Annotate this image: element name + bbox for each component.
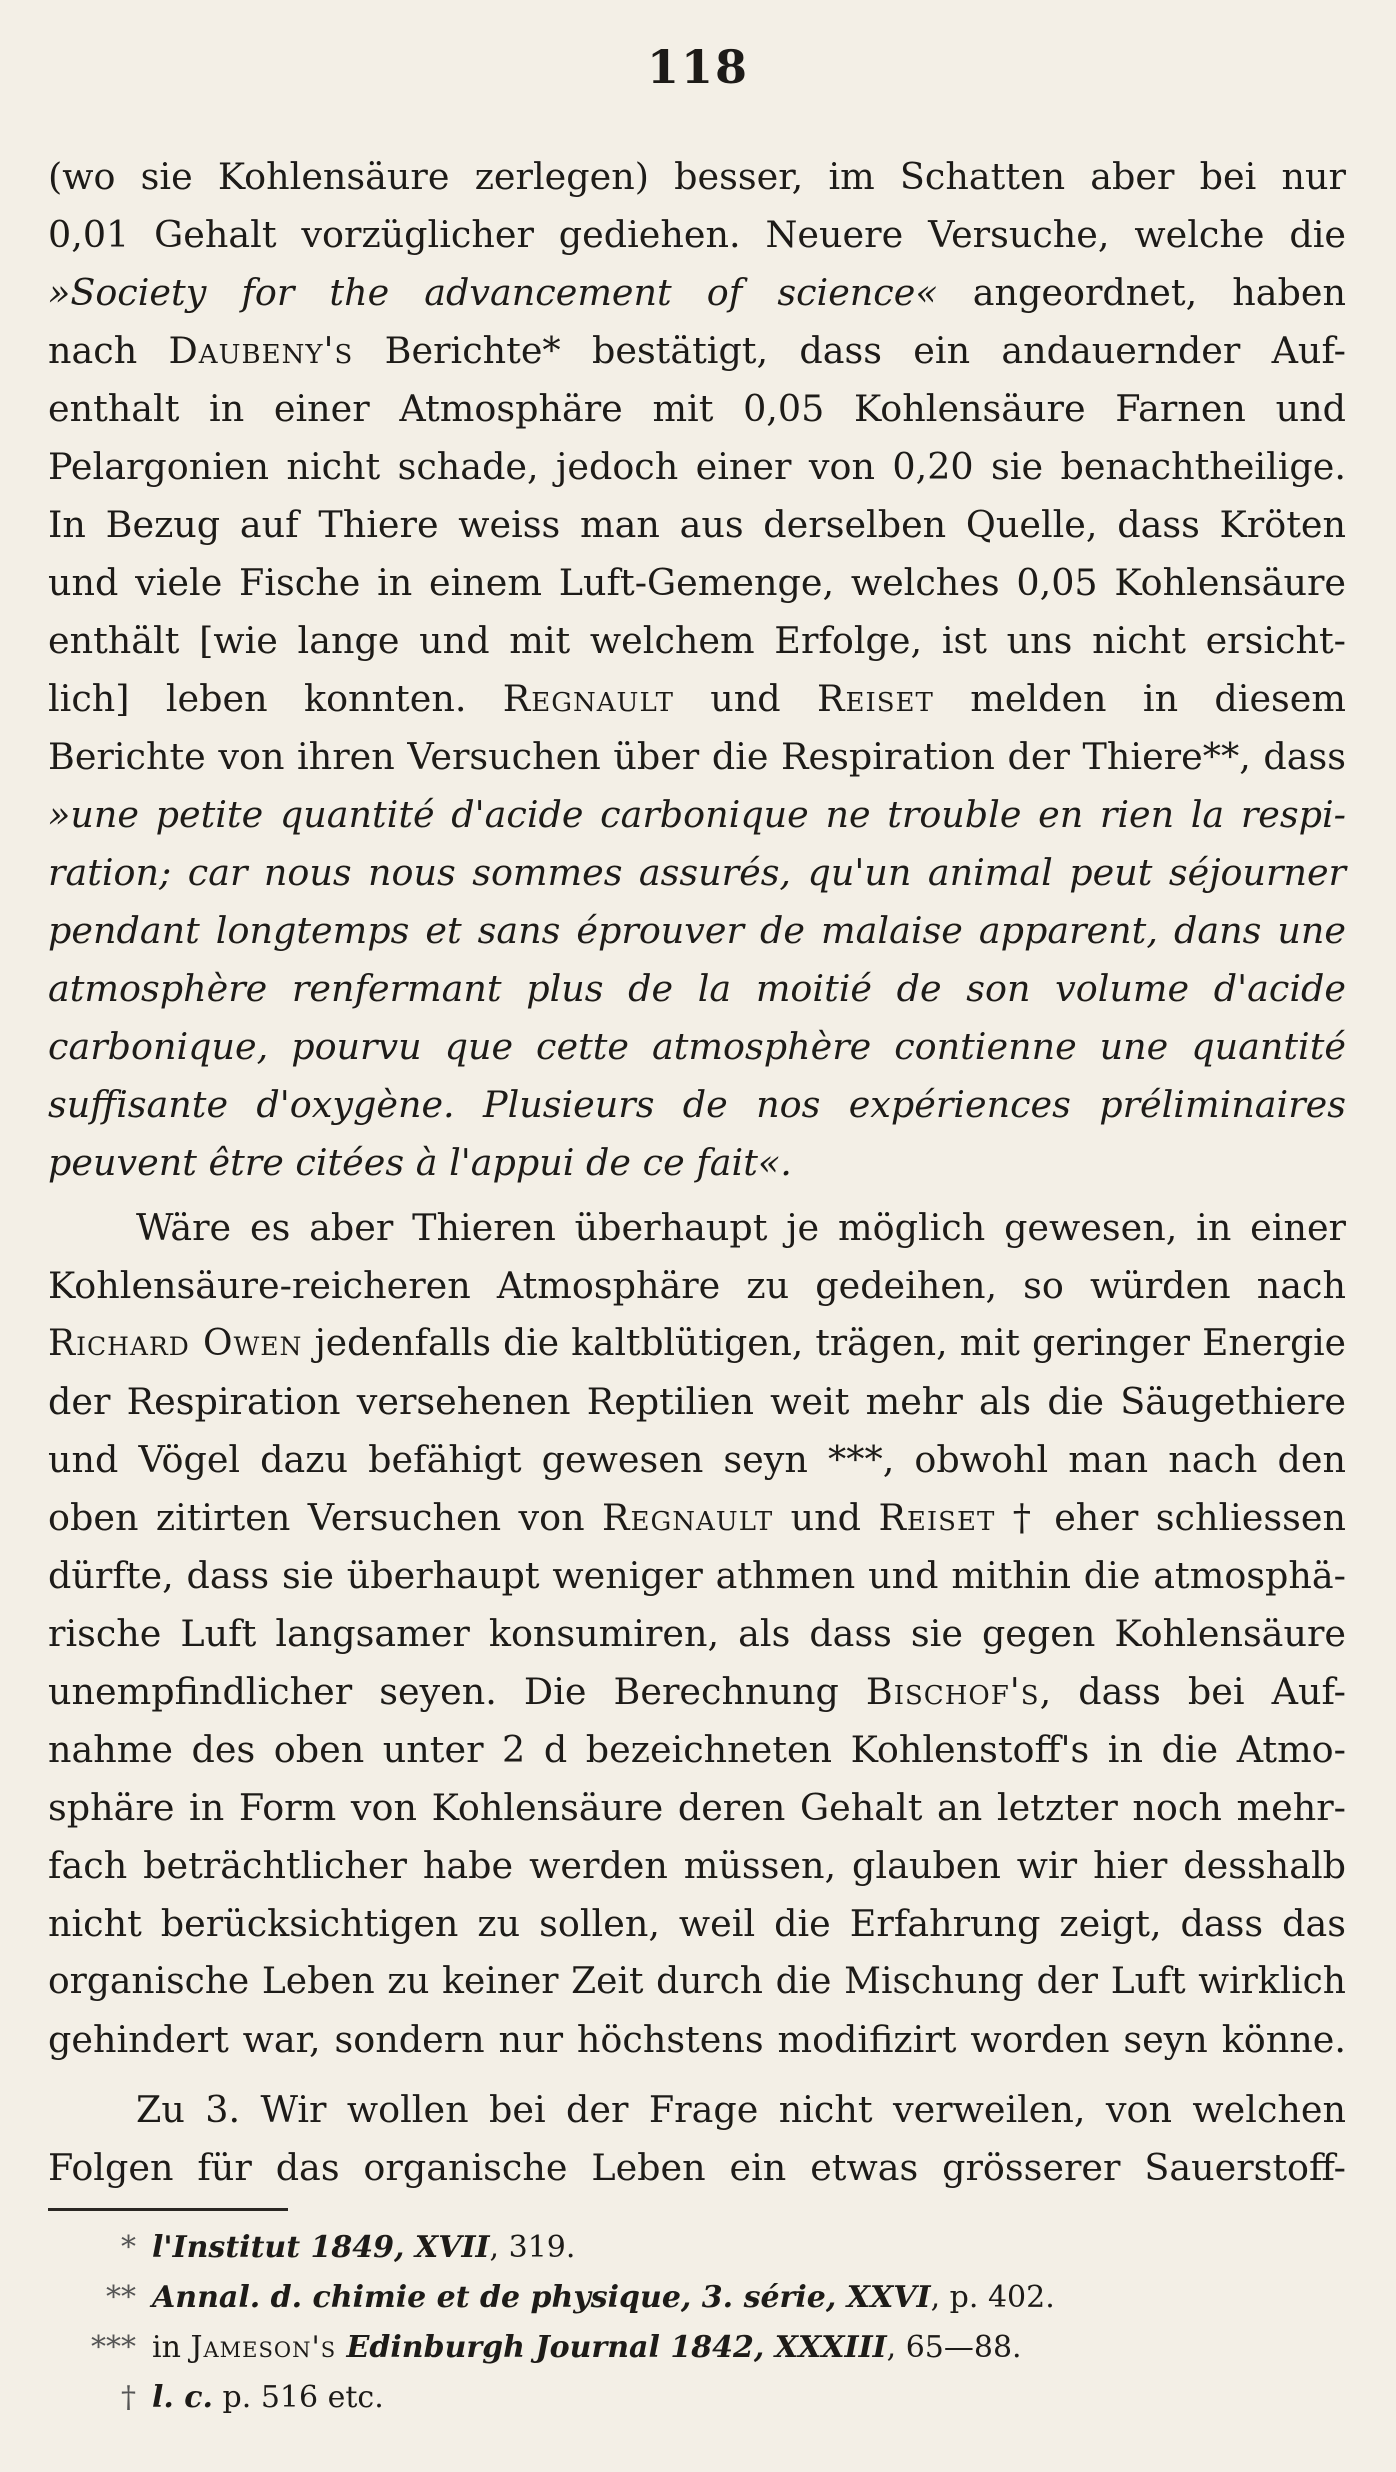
text-span: und — [773, 1496, 879, 1539]
text-line: Wäre es aber Thieren überhaupt je möglich gewesen, in einer — [136, 1206, 1346, 1249]
author-name: Reiset — [817, 677, 934, 720]
author-name: Reiset — [878, 1496, 996, 1539]
quote-line: carbonique, pourvu que cette atmosphère contienne une quantité — [48, 1025, 1346, 1068]
author-name: Bischof's — [865, 1670, 1040, 1713]
footnote-divider — [48, 2208, 288, 2211]
footnote-text: , 319. — [489, 2230, 576, 2265]
text-line: enthält [wie lange und mit welchem Erfolge, ist uns nicht ersicht- — [48, 619, 1346, 662]
text-line — [48, 1663, 1346, 1721]
text-line: Zu 3. Wir wollen bei der Frage nicht verweilen, von welchen — [136, 2088, 1346, 2131]
text-line: nicht berücksichtigen zu sollen, weil die Erfahrung zeigt, dass das — [48, 1902, 1346, 1945]
text-span: jedenfalls die kaltblütigen, trägen, mit geringer Energie — [302, 1323, 1346, 1364]
quote-line: »une petite quantité d'acide carbonique ne trouble en rien la respi- — [48, 793, 1346, 836]
text-line: rische Luft langsamer konsumiren, als dass sie gegen Kohlensäure — [48, 1612, 1346, 1655]
text-line: gehindert war, sondern nur höchstens modifizirt worden seyn könne. — [48, 2018, 1346, 2061]
text-span: † eher schliessen — [995, 1496, 1346, 1539]
footnote-marker: † — [121, 2380, 136, 2415]
text-line — [48, 264, 1346, 322]
text-line — [48, 1315, 1346, 1373]
footnote — [72, 2324, 1022, 2372]
author-name: Richard Owen — [48, 1323, 303, 1364]
text-line — [48, 1489, 1346, 1547]
text-line: dürfte, dass sie überhaupt weniger athmen und mithin die atmosphä- — [48, 1554, 1346, 1597]
text-span: , dass bei Auf- — [1039, 1670, 1347, 1713]
quote-line: ration; car nous nous sommes assurés, qu'un animal peut séjourner — [48, 851, 1346, 894]
author-name: Regnault — [602, 1496, 774, 1539]
text-line: sphäre in Form von Kohlensäure deren Gehalt an letzter noch mehr- — [48, 1786, 1346, 1829]
text-span: und — [673, 677, 817, 720]
footnote — [72, 2374, 384, 2422]
text-line: Berichte von ihren Versuchen über die Respiration der Thiere**, dass — [48, 735, 1346, 778]
text-line: und viele Fische in einem Luft-Gemenge, welches 0,05 Kohlensäure — [48, 561, 1346, 604]
text-line: fach beträchtlicher habe werden müssen, glauben wir hier desshalb — [48, 1844, 1346, 1887]
footnote-marker: * — [121, 2230, 136, 2265]
author-name: Jameson's — [190, 2330, 337, 2365]
quote-line: peuvent être citées à l'appui de ce fait«. — [48, 1141, 792, 1184]
footnote — [72, 2224, 575, 2272]
quote-line: pendant longtemps et sans éprouver de malaise apparent, dans une — [48, 909, 1346, 952]
text-span: Berichte* bestätigt, dass ein andauernder Auf- — [353, 329, 1346, 372]
footnote-citation: l'Institut 1849, XVII — [152, 2230, 490, 2265]
text-span: unempfindlicher seyen. Die Berechnung — [48, 1670, 866, 1713]
text-line: Folgen für das organische Leben ein etwas grösserer Sauerstoff- — [48, 2146, 1346, 2189]
page-number: 118 — [646, 40, 750, 94]
text-line: (wo sie Kohlensäure zerlegen) besser, im Schatten aber bei nur — [48, 155, 1346, 198]
text-span: lich] leben konnten. — [48, 677, 503, 720]
text-line — [48, 322, 1346, 380]
text-line — [48, 670, 1346, 728]
text-line: 0,01 Gehalt vorzüglicher gediehen. Neuere Versuche, welche die — [48, 213, 1346, 256]
text-span: angeordnet, haben — [937, 271, 1346, 314]
footnote-marker: *** — [91, 2330, 136, 2365]
footnote — [72, 2274, 1055, 2322]
text-span: oben zitirten Versuchen von — [48, 1496, 603, 1539]
text-span: melden in diesem — [933, 677, 1346, 720]
footnote-text: , p. 402. — [930, 2280, 1055, 2315]
author-name: Daubeny's — [168, 329, 354, 372]
footnote-text: in — [152, 2330, 191, 2365]
footnote-citation: Edinburgh Journal 1842, XXXIII — [336, 2330, 887, 2365]
author-name: Regnault — [502, 677, 674, 720]
text-line: Kohlensäure-reicheren Atmosphäre zu gedeihen, so würden nach — [48, 1264, 1346, 1307]
text-span: nach — [48, 329, 169, 372]
italic-phrase: »Society for the advancement of science« — [48, 271, 938, 314]
footnote-marker: ** — [106, 2280, 136, 2315]
text-line: und Vögel dazu befähigt gewesen seyn ***, obwohl man nach den — [48, 1438, 1346, 1481]
text-line: enthalt in einer Atmosphäre mit 0,05 Kohlensäure Farnen und — [48, 387, 1346, 430]
quote-line: atmosphère renfermant plus de la moitié de son volume d'acide — [48, 967, 1346, 1010]
quote-line: suffisante d'oxygène. Plusieurs de nos expériences préliminaires — [48, 1083, 1346, 1126]
text-line: nahme des oben unter 2 d bezeichneten Kohlenstoff's in die Atmo- — [48, 1728, 1346, 1771]
text-line: Pelargonien nicht schade, jedoch einer von 0,20 sie benachtheilige. — [48, 445, 1346, 488]
text-line: In Bezug auf Thiere weiss man aus derselben Quelle, dass Kröten — [48, 503, 1346, 546]
text-line: organische Leben zu keiner Zeit durch die Mischung der Luft wirklich — [48, 1961, 1346, 2002]
footnote-text: p. 516 etc. — [213, 2380, 384, 2415]
footnote-citation: l. c. — [152, 2380, 213, 2415]
footnote-text: , 65—88. — [886, 2330, 1022, 2365]
footnote-citation: Annal. d. chimie et de physique, 3. série, XXVI — [152, 2280, 931, 2315]
text-line: der Respiration versehenen Reptilien weit mehr als die Säugethiere — [48, 1380, 1346, 1423]
